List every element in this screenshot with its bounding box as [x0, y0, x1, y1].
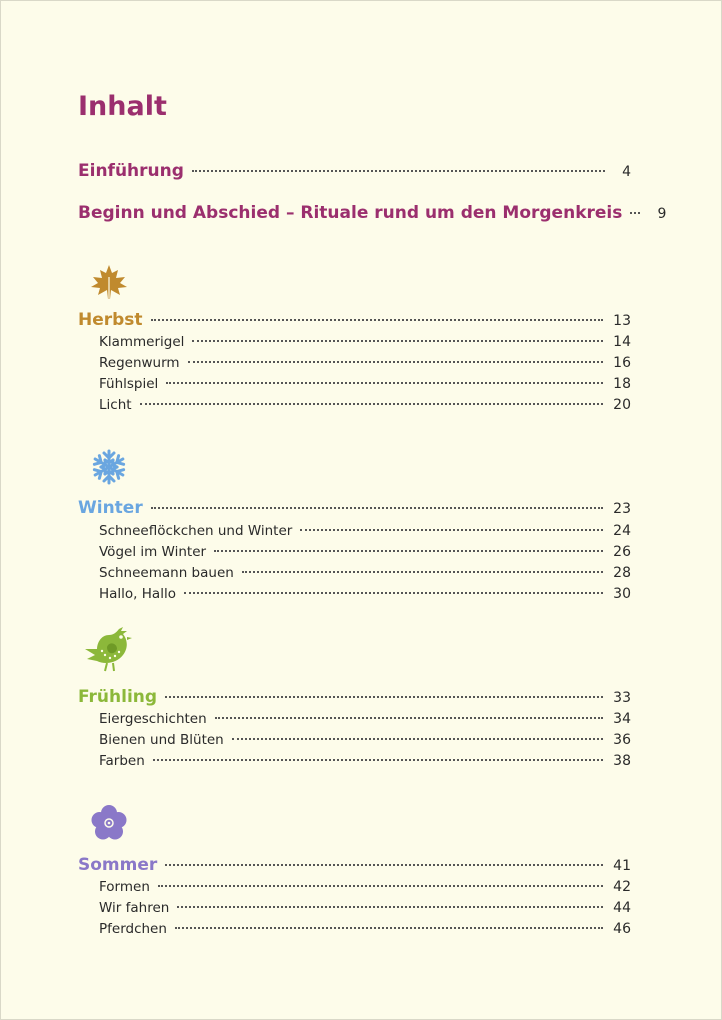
toc-page-number: 14 [613, 334, 631, 350]
toc-entry[interactable] [99, 732, 631, 748]
leader-dots [242, 571, 603, 573]
toc-entry[interactable] [99, 523, 631, 539]
toc-entry-label: Klammerigel [99, 334, 185, 350]
toc-entry[interactable] [99, 753, 631, 769]
leader-dots [214, 550, 603, 552]
leader-dots [630, 212, 640, 214]
flower-icon [89, 803, 129, 843]
toc-entry-label: Vögel im Winter [99, 544, 207, 560]
toc-page-number: 38 [613, 753, 631, 769]
toc-page-number: 4 [622, 164, 631, 180]
leader-dots [232, 738, 603, 740]
page-title: Inhalt [78, 91, 167, 122]
toc-entry-label: Beginn und Abschied – Rituale rund um den Morgenkreis [78, 203, 623, 223]
toc-entry-beginn-und-abschied[interactable] [78, 203, 667, 223]
toc-entry-label: Regenwurm [99, 355, 180, 371]
toc-entry[interactable] [99, 565, 631, 581]
leader-dots [165, 864, 603, 866]
toc-entry[interactable] [99, 900, 631, 916]
toc-entry-label: Bienen und Blüten [99, 732, 224, 748]
toc-entry-label: Hallo, Hallo [99, 586, 176, 602]
toc-page-number: 42 [613, 879, 631, 895]
section-title: Winter [78, 498, 143, 518]
toc-entry-label: Schneemann bauen [99, 565, 234, 581]
section-title: Frühling [78, 687, 158, 707]
section-title: Herbst [78, 310, 143, 330]
section-title: Sommer [78, 855, 158, 875]
toc-page-number: 44 [613, 900, 631, 916]
toc-page-number: 26 [613, 544, 631, 560]
toc-page-number: 41 [613, 858, 631, 874]
toc-section-winter[interactable] [78, 498, 631, 518]
toc-entry-label: Pferdchen [99, 921, 167, 937]
toc-page-number: 33 [613, 690, 631, 706]
leader-dots [192, 340, 603, 342]
leader-dots [175, 927, 603, 929]
toc-page-number: 28 [613, 565, 631, 581]
toc-page-number: 13 [613, 313, 631, 329]
leader-dots [177, 906, 603, 908]
leader-dots [184, 592, 603, 594]
maple-leaf-icon [89, 263, 129, 301]
toc-entry-label: Farben [99, 753, 145, 769]
leader-dots [151, 319, 604, 321]
leader-dots [158, 885, 603, 887]
toc-entry-label: Einführung [78, 161, 184, 181]
toc-entry[interactable] [99, 586, 631, 602]
toc-page-number: 24 [613, 523, 631, 539]
toc-section-herbst[interactable] [78, 310, 631, 330]
leader-dots [192, 170, 605, 172]
snowflake-icon [90, 448, 128, 486]
toc-page-number: 18 [613, 376, 631, 392]
leader-dots [153, 759, 603, 761]
toc-page-number: 34 [613, 711, 631, 727]
toc-entry[interactable] [99, 376, 631, 392]
toc-page-number: 46 [613, 921, 631, 937]
toc-entry[interactable] [99, 355, 631, 371]
toc-page-number: 20 [613, 397, 631, 413]
leader-dots [165, 696, 603, 698]
toc-entry[interactable] [99, 711, 631, 727]
leader-dots [215, 717, 604, 719]
toc-entry-label: Eiergeschichten [99, 711, 207, 727]
bird-icon [83, 625, 133, 673]
toc-entry[interactable] [99, 921, 631, 937]
toc-entry-label: Formen [99, 879, 150, 895]
leader-dots [140, 403, 604, 405]
toc-page-number: 9 [657, 206, 667, 222]
toc-entry[interactable] [99, 334, 631, 350]
leader-dots [188, 361, 604, 363]
toc-entry-label: Schneeflöckchen und Winter [99, 523, 293, 539]
toc-section-sommer[interactable] [78, 855, 631, 875]
toc-entry-label: Wir fahren [99, 900, 170, 916]
toc-entry[interactable] [99, 397, 631, 413]
toc-page-number: 36 [613, 732, 631, 748]
leader-dots [166, 382, 603, 384]
toc-section-fruehling[interactable] [78, 687, 631, 707]
toc-entry-label: Licht [99, 397, 132, 413]
leader-dots [151, 507, 603, 509]
toc-entry-label: Fühlspiel [99, 376, 159, 392]
toc-page-number: 30 [613, 586, 631, 602]
toc-page-number: 23 [613, 501, 631, 517]
toc-entry-einfuehrung[interactable] [78, 161, 631, 181]
toc-page-number: 16 [613, 355, 631, 371]
toc-entry[interactable] [99, 544, 631, 560]
leader-dots [300, 529, 603, 531]
toc-entry[interactable] [99, 879, 631, 895]
